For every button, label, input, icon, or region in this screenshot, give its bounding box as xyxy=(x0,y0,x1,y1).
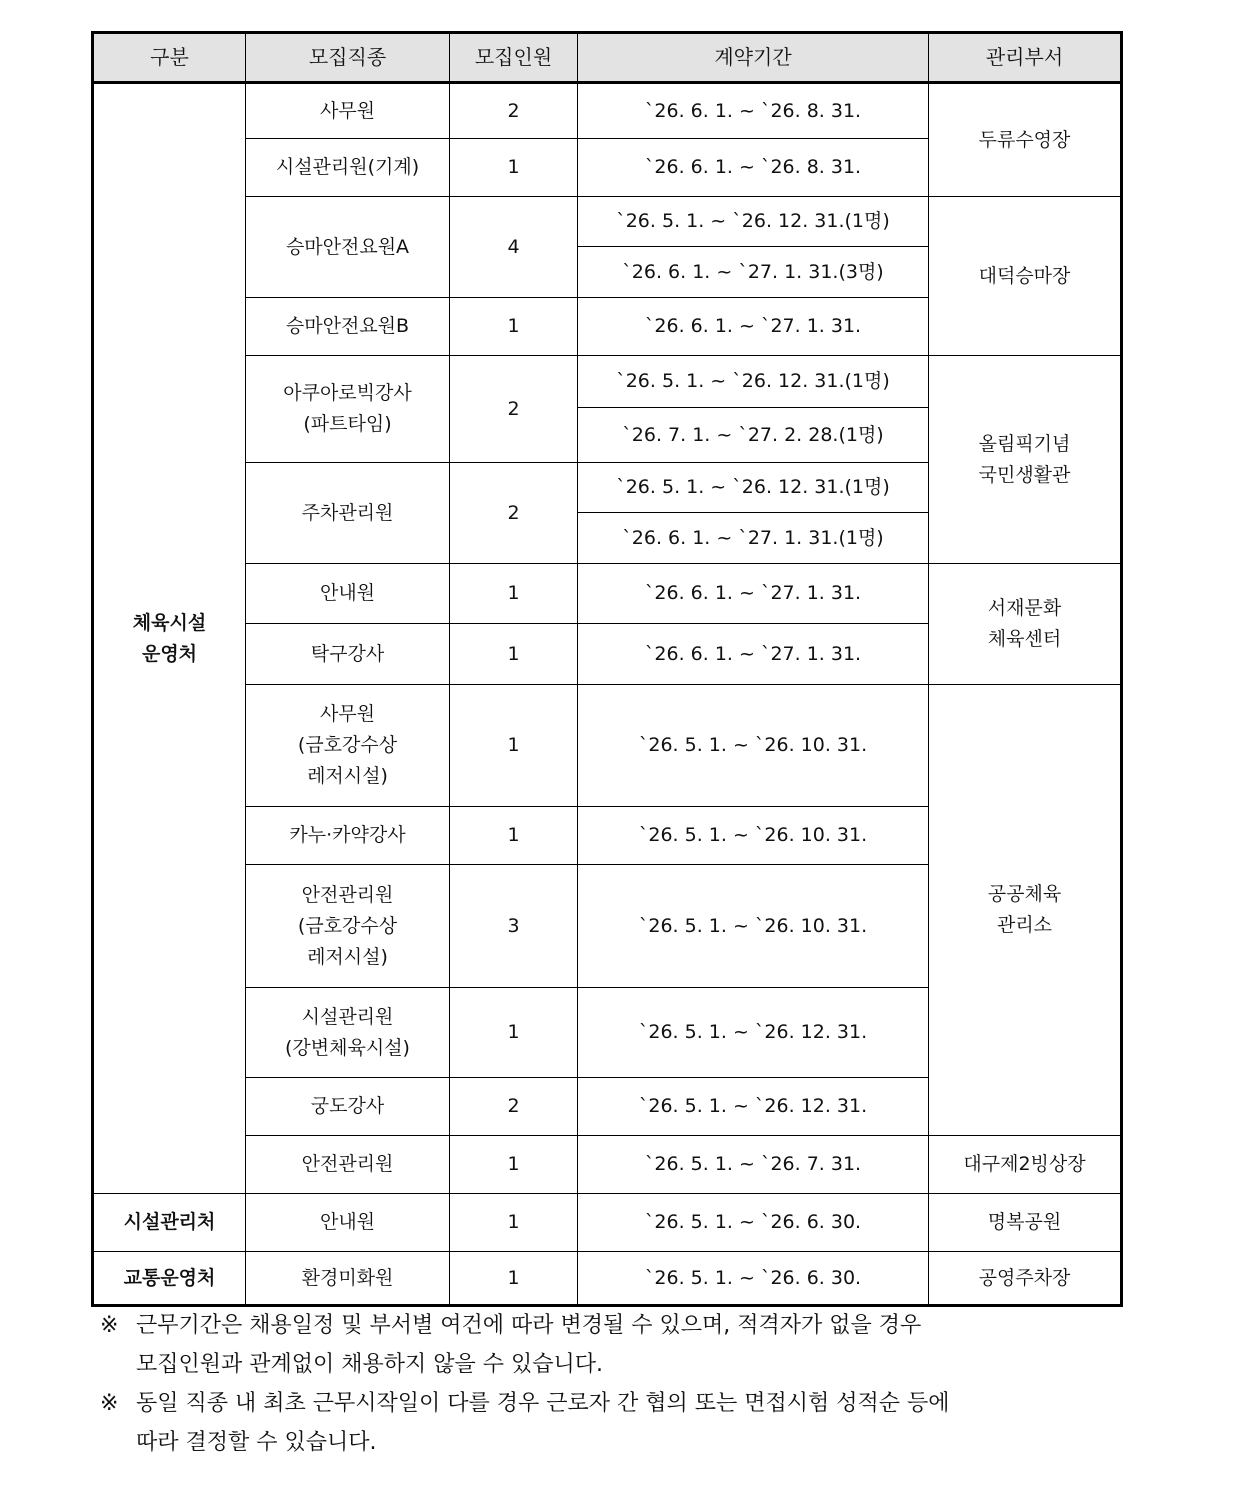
managing-dept-cell xyxy=(929,1252,1122,1306)
job-type-cell xyxy=(246,298,450,356)
table-row xyxy=(93,1252,1122,1306)
cell-line: 운영처 xyxy=(141,642,198,665)
headcount-cell: 2 xyxy=(450,1078,578,1136)
contract-period-cell: `26. 5. 1. ~ `26. 12. 31. xyxy=(578,1078,929,1136)
cell-line: 시설관리처 xyxy=(123,1211,216,1233)
table-row xyxy=(93,83,1122,139)
headcount-cell: 1 xyxy=(450,1252,578,1306)
contract-period-cell: `26. 5. 1. ~ `26. 12. 31.(1명) xyxy=(578,356,929,408)
table-body xyxy=(93,83,1122,1306)
job-type-cell xyxy=(246,865,450,988)
managing-dept-cell xyxy=(929,1194,1122,1252)
headcount-cell: 1 xyxy=(450,1136,578,1194)
job-type-cell xyxy=(246,807,450,865)
job-type-cell xyxy=(246,624,450,685)
cell-line: 카누·카약강사 xyxy=(289,824,406,846)
cell-line: 승마안전요원A xyxy=(285,235,410,258)
headcount-cell: 1 xyxy=(450,685,578,807)
cell-line: (금호강수상 xyxy=(297,734,398,756)
job-type-cell xyxy=(246,685,450,807)
cell-line: 국민생활관 xyxy=(978,463,1071,486)
table-row xyxy=(93,564,1122,624)
contract-period-cell: `26. 6. 1. ~ `27. 1. 31. xyxy=(578,624,929,685)
cell-line: 관리소 xyxy=(996,914,1053,936)
cell-line: 체육센터 xyxy=(987,628,1062,650)
cell-line: 교통운영처 xyxy=(123,1266,216,1289)
contract-period-cell: `26. 6. 1. ~ `27. 1. 31.(1명) xyxy=(578,513,929,564)
job-type-cell xyxy=(246,463,450,564)
contract-period-cell: `26. 6. 1. ~ `26. 8. 31. xyxy=(578,139,929,197)
cell-line: (금호강수상 xyxy=(297,914,398,937)
table-row xyxy=(93,685,1122,807)
header-contract-period: 계약기간 xyxy=(578,33,929,83)
headcount-cell: 2 xyxy=(450,83,578,139)
contract-period-cell: `26. 5. 1. ~ `26. 10. 31. xyxy=(578,685,929,807)
footnote-line: 근무기간은 채용일정 및 부서별 여건에 따라 변경될 수 있으며, 적격자가 없을 경우 xyxy=(136,1313,922,1338)
cell-line: 레저시설) xyxy=(307,765,388,787)
cell-line: 사무원 xyxy=(319,703,376,725)
headcount-cell: 4 xyxy=(450,197,578,298)
cell-line: 체육시설 xyxy=(132,611,207,634)
cell-line: 안내원 xyxy=(319,1211,376,1233)
header-headcount: 모집인원 xyxy=(450,33,578,83)
division-cell xyxy=(93,1194,246,1252)
cell-line: 안전관리원 xyxy=(301,883,394,906)
footnote-text xyxy=(136,1306,1110,1384)
headcount-cell: 1 xyxy=(450,988,578,1078)
job-type-cell xyxy=(246,1194,450,1252)
headcount-cell: 3 xyxy=(450,865,578,988)
contract-period-cell: `26. 5. 1. ~ `26. 12. 31.(1명) xyxy=(578,463,929,513)
headcount-cell: 1 xyxy=(450,1194,578,1252)
cell-line: 두류수영장 xyxy=(978,128,1071,151)
job-type-cell xyxy=(246,1136,450,1194)
job-type-cell xyxy=(246,356,450,463)
cell-line: 아쿠아로빅강사 xyxy=(283,382,412,404)
footnotes xyxy=(100,1306,1110,1462)
contract-period-cell: `26. 5. 1. ~ `26. 12. 31. xyxy=(578,988,929,1078)
headcount-cell: 1 xyxy=(450,564,578,624)
headcount-cell: 1 xyxy=(450,298,578,356)
cell-line: 공공체육 xyxy=(987,883,1062,905)
footnote-text xyxy=(136,1384,1110,1462)
reference-mark-icon: ※ xyxy=(100,1391,119,1416)
contract-period-cell: `26. 5. 1. ~ `26. 7. 31. xyxy=(578,1136,929,1194)
contract-period-cell: `26. 5. 1. ~ `26. 6. 30. xyxy=(578,1252,929,1306)
table-row xyxy=(93,1194,1122,1252)
cell-line: 승마안전요원B xyxy=(285,315,410,337)
cell-line: 탁구강사 xyxy=(310,642,385,665)
job-type-cell xyxy=(246,1078,450,1136)
cell-line: 시설관리원(기계) xyxy=(275,156,420,178)
cell-line: 공영주차장 xyxy=(978,1266,1071,1289)
contract-period-cell: `26. 6. 1. ~ `26. 8. 31. xyxy=(578,83,929,139)
cell-line: 주차관리원 xyxy=(301,501,394,524)
contract-period-cell: `26. 6. 1. ~ `27. 1. 31.(3명) xyxy=(578,247,929,298)
contract-period-cell: `26. 6. 1. ~ `27. 1. 31. xyxy=(578,298,929,356)
cell-line: 안전관리원 xyxy=(301,1153,394,1175)
contract-period-cell: `26. 5. 1. ~ `26. 10. 31. xyxy=(578,807,929,865)
contract-period-cell: `26. 5. 1. ~ `26. 12. 31.(1명) xyxy=(578,197,929,247)
header-managing-dept: 관리부서 xyxy=(929,33,1122,83)
footnote xyxy=(100,1306,1110,1384)
cell-line: 환경미화원 xyxy=(301,1266,394,1289)
managing-dept-cell xyxy=(929,197,1122,356)
footnote-line: 모집인원과 관계없이 채용하지 않을 수 있습니다. xyxy=(136,1352,604,1377)
headcount-cell: 2 xyxy=(450,356,578,463)
cell-line: 대덕승마장 xyxy=(978,264,1071,287)
headcount-cell: 1 xyxy=(450,624,578,685)
cell-line: 레저시설) xyxy=(307,945,388,968)
table-header-row xyxy=(93,33,1122,83)
managing-dept-cell xyxy=(929,1136,1122,1194)
contract-period-cell: `26. 5. 1. ~ `26. 6. 30. xyxy=(578,1194,929,1252)
headcount-cell: 1 xyxy=(450,139,578,197)
footnote-line: 동일 직종 내 최초 근무시작일이 다를 경우 근로자 간 협의 또는 면접시험 성적순 등에 xyxy=(136,1391,950,1416)
job-type-cell xyxy=(246,564,450,624)
header-job-type: 모집직종 xyxy=(246,33,450,83)
reference-mark-icon: ※ xyxy=(100,1313,119,1338)
cell-line: 안내원 xyxy=(319,582,376,604)
job-type-cell xyxy=(246,83,450,139)
table-row xyxy=(93,356,1122,408)
footnote-line: 따라 결정할 수 있습니다. xyxy=(136,1430,377,1455)
cell-line: (강변체육시설) xyxy=(285,1036,410,1059)
cell-line: 궁도강사 xyxy=(310,1095,385,1117)
job-type-cell xyxy=(246,1252,450,1306)
footnote xyxy=(100,1384,1110,1462)
header-division: 구분 xyxy=(93,33,246,83)
recruitment-table xyxy=(91,31,1123,1307)
managing-dept-cell xyxy=(929,356,1122,564)
contract-period-cell: `26. 7. 1. ~ `27. 2. 28.(1명) xyxy=(578,408,929,463)
cell-line: 올림픽기념 xyxy=(978,432,1071,455)
headcount-cell: 1 xyxy=(450,807,578,865)
cell-line: 명복공원 xyxy=(987,1211,1062,1233)
cell-line: (파트타임) xyxy=(303,413,392,435)
cell-line: 대구제2빙상장 xyxy=(963,1153,1086,1175)
contract-period-cell: `26. 5. 1. ~ `26. 10. 31. xyxy=(578,865,929,988)
division-cell xyxy=(93,1252,246,1306)
table-row xyxy=(93,1136,1122,1194)
job-type-cell xyxy=(246,139,450,197)
job-type-cell xyxy=(246,988,450,1078)
cell-line: 시설관리원 xyxy=(301,1005,394,1028)
job-type-cell xyxy=(246,197,450,298)
headcount-cell: 2 xyxy=(450,463,578,564)
division-cell xyxy=(93,83,246,1194)
managing-dept-cell xyxy=(929,685,1122,1136)
managing-dept-cell xyxy=(929,83,1122,197)
contract-period-cell: `26. 6. 1. ~ `27. 1. 31. xyxy=(578,564,929,624)
managing-dept-cell xyxy=(929,564,1122,685)
cell-line: 사무원 xyxy=(319,99,376,122)
cell-line: 서재문화 xyxy=(987,597,1062,619)
table-row xyxy=(93,197,1122,247)
